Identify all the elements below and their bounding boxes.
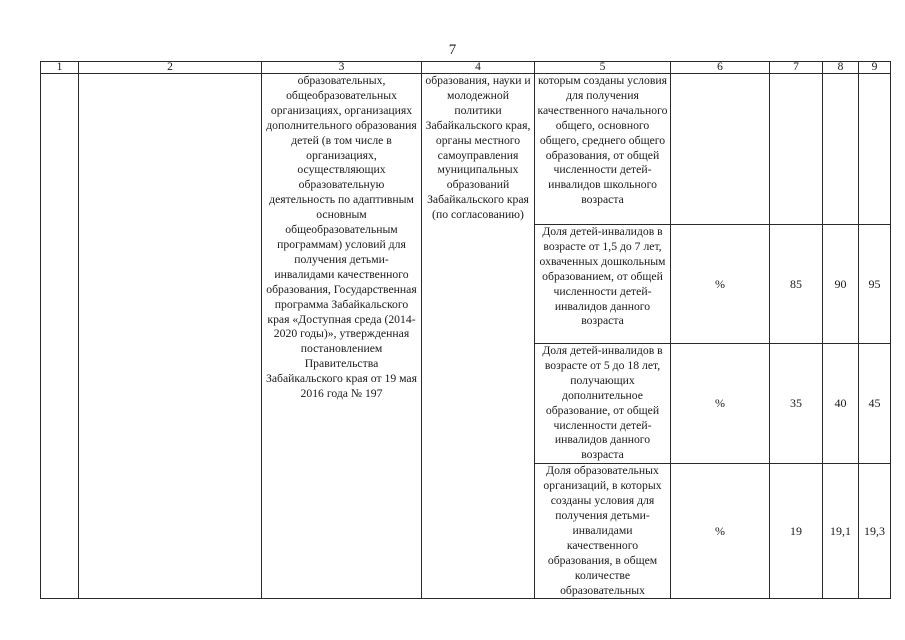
- indicator-name-cell: Доля детей-инвалидов в возрасте от 5 до 18 лет, получающих дополнительное образование, от общей численности детей-инвалидов данного возраста: [535, 344, 671, 464]
- column-header-9: 9: [859, 62, 891, 74]
- unit-cell: %: [671, 225, 770, 344]
- indicators-table: [40, 61, 891, 599]
- page-number: 7: [448, 42, 457, 58]
- value-year1-cell: 35: [770, 344, 823, 464]
- indicator-name-cell: которым созданы условия для получения качественного начального общего, основного общего, среднего общего образования, от общей численности детей-инвалидов школьного возраста: [535, 74, 671, 225]
- executor-cell: образования, науки и молодежной политики Забайкальского края, органы местного самоуправления муниципальных образований Забайкальского края (по согласованию): [422, 74, 535, 599]
- column-header-1: 1: [41, 62, 79, 74]
- column-number-row: [41, 62, 891, 74]
- value-year1-cell: [770, 74, 823, 225]
- table-row: [41, 74, 891, 225]
- column-header-8: 8: [823, 62, 859, 74]
- value-year2-cell: 90: [823, 225, 859, 344]
- indicator-name-cell: Доля детей-инвалидов в возрасте от 1,5 до 7 лет, охваченных дошкольным образованием, от общей численности детей-инвалидов данного возраста: [535, 225, 671, 344]
- value-year3-cell: 19,3: [859, 464, 891, 599]
- column-header-2: 2: [79, 62, 262, 74]
- value-year2-cell: 40: [823, 344, 859, 464]
- value-year2-cell: 19,1: [823, 464, 859, 599]
- column-header-7: 7: [770, 62, 823, 74]
- indicator-name-cell: Доля образовательных организаций, в которых созданы условия для получения детьми-инвалидами качественного образования, в общем количестве образовательных: [535, 464, 671, 599]
- value-year3-cell: [859, 74, 891, 225]
- column-header-6: 6: [671, 62, 770, 74]
- unit-cell: [671, 74, 770, 225]
- event-description-cell: образовательных, общеобразовательных организациях, организациях дополнительного образования детей (в том числе в организациях, осуществляющих образовательную деятельность по адаптивным основным общеобразовательным программам) условий для получения детьми-инвалидами качественного образования, Государственная программа Забайкальского края «Доступная среда (2014-2020 годы)», утвержденная постановлением Правительства Забайкальского края от 19 мая 2016 года № 197: [262, 74, 422, 599]
- column-header-4: 4: [422, 62, 535, 74]
- cell-col2: [79, 74, 262, 599]
- cell-col1: [41, 74, 79, 599]
- value-year1-cell: 85: [770, 225, 823, 344]
- column-header-3: 3: [262, 62, 422, 74]
- unit-cell: %: [671, 344, 770, 464]
- column-header-5: 5: [535, 62, 671, 74]
- value-year3-cell: 45: [859, 344, 891, 464]
- unit-cell: %: [671, 464, 770, 599]
- value-year1-cell: 19: [770, 464, 823, 599]
- value-year3-cell: 95: [859, 225, 891, 344]
- value-year2-cell: [823, 74, 859, 225]
